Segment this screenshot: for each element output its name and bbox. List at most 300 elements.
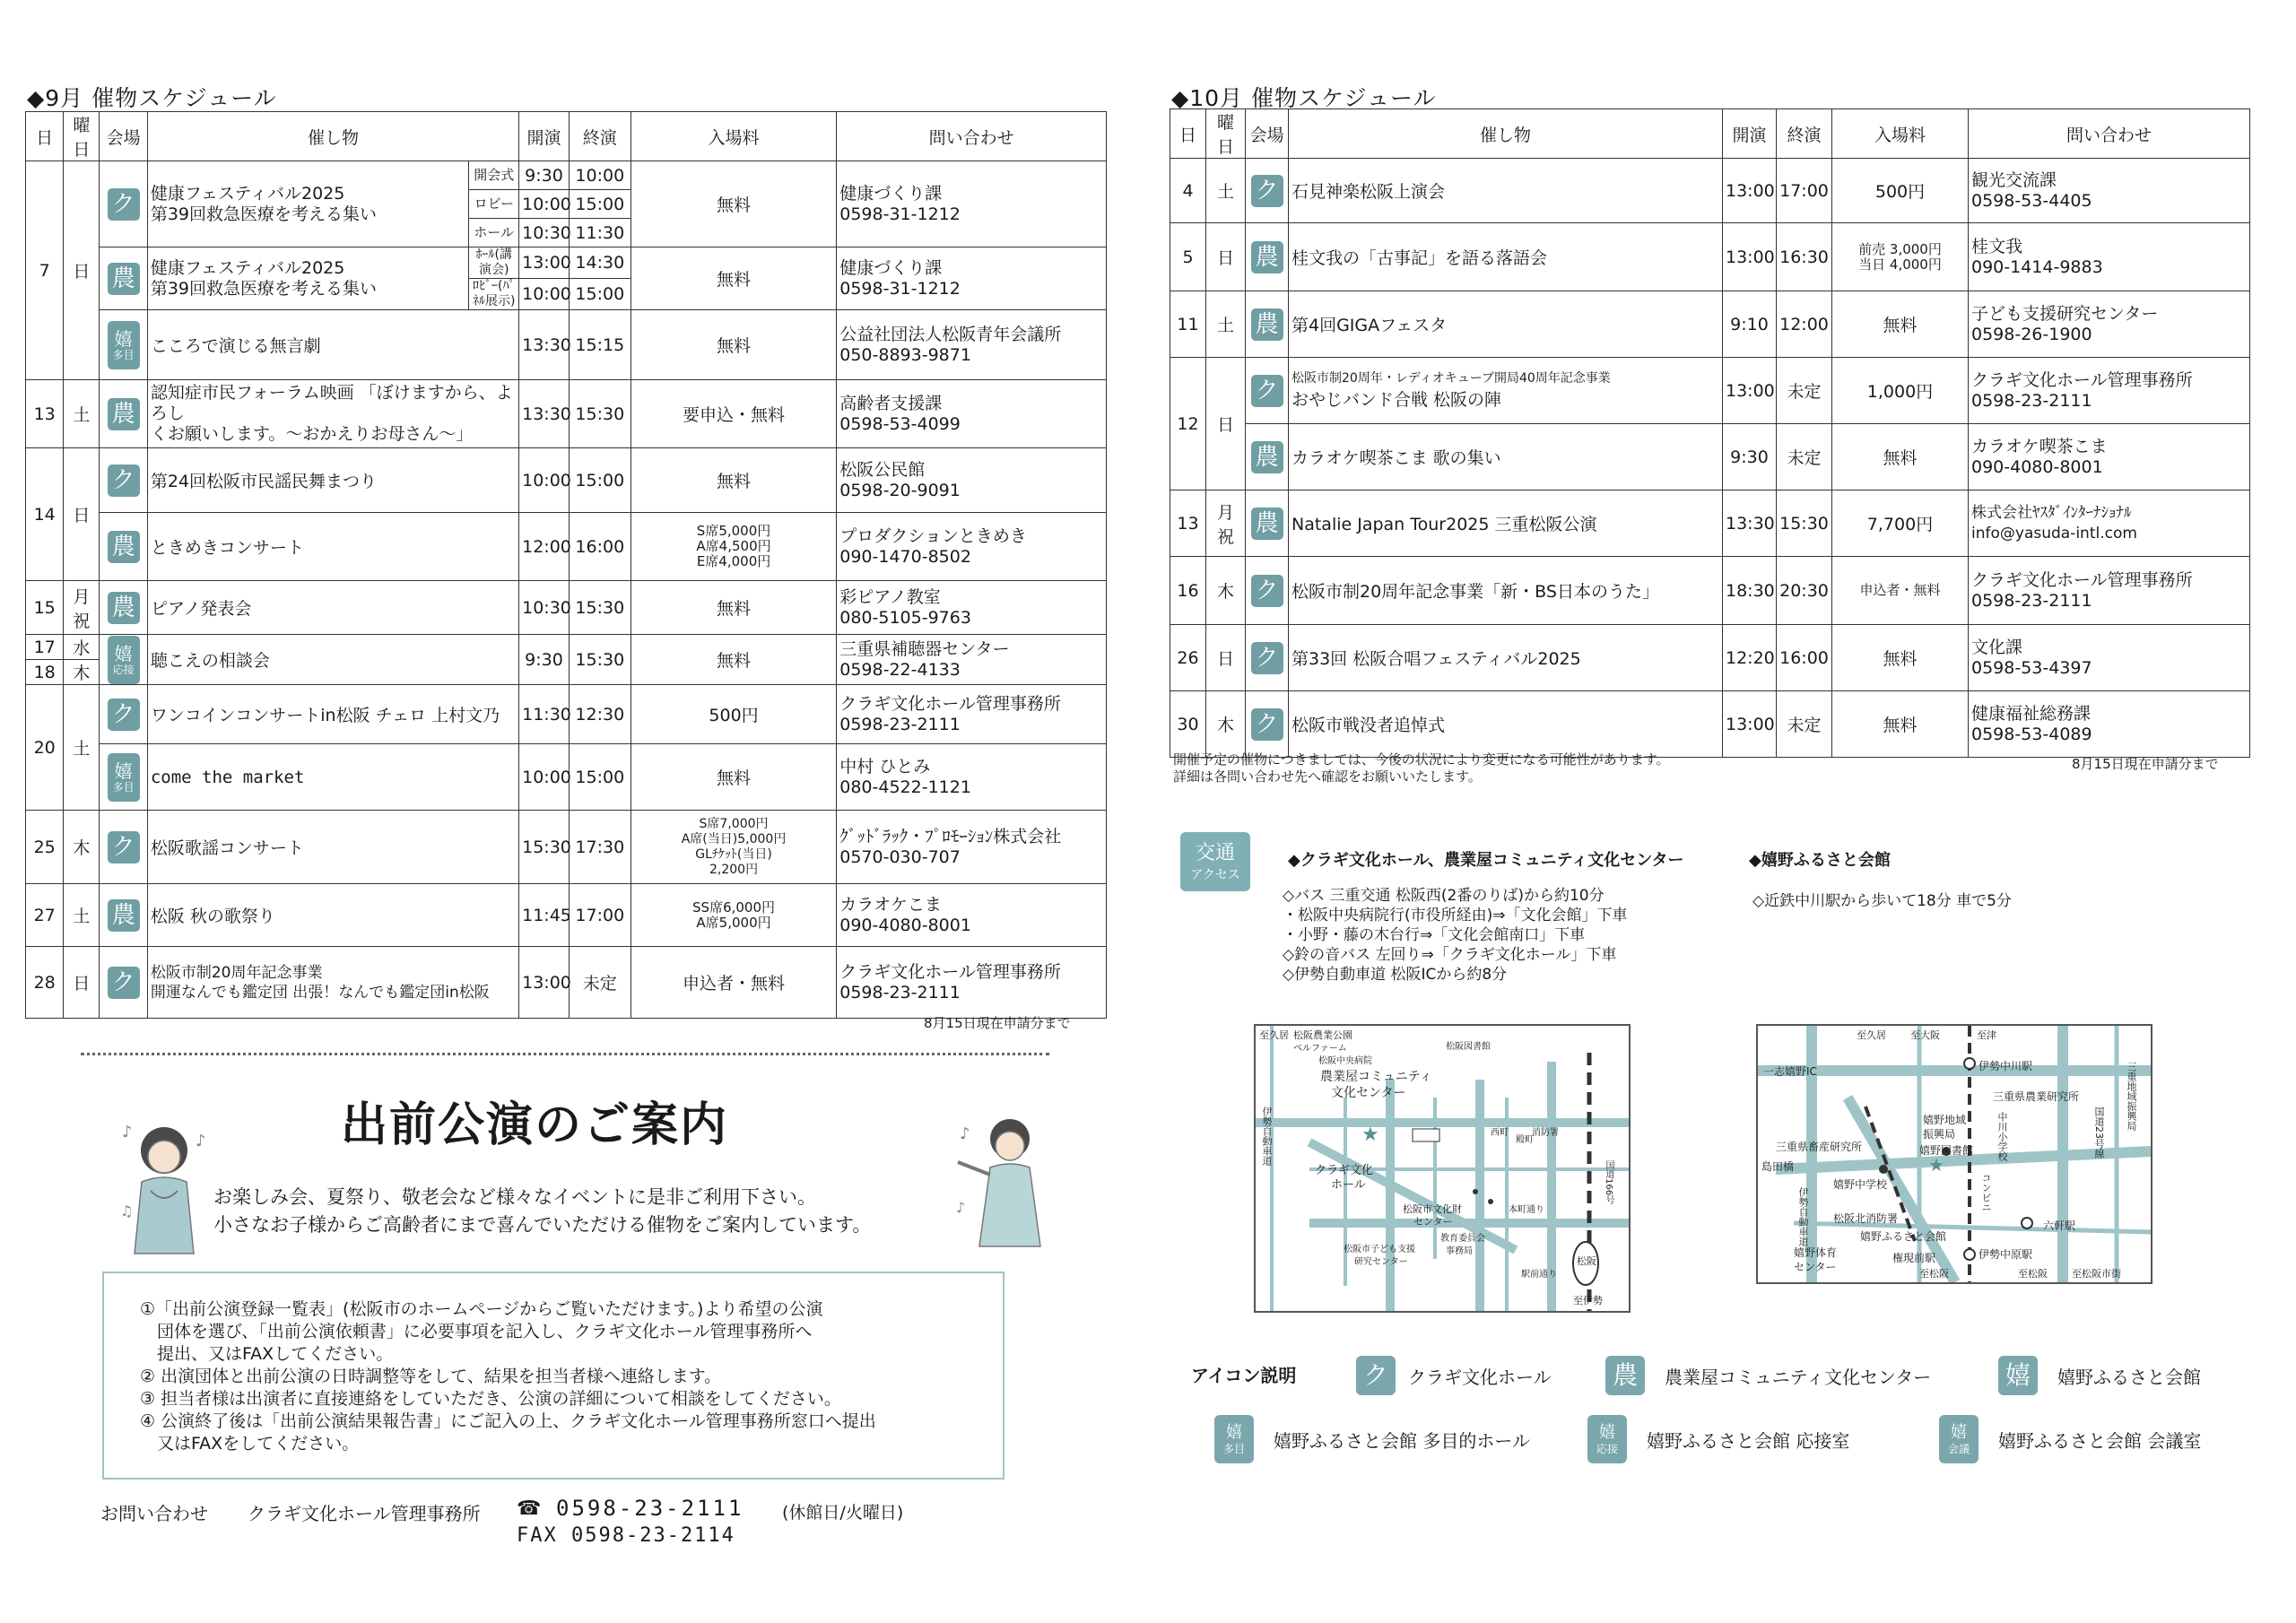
map-label: 松阪市文化財 (1403, 1203, 1462, 1215)
dow-cell: 土 (64, 380, 100, 448)
fee-cell: 申込者・無料 (1832, 557, 1969, 625)
end-cell: 12:00 (1777, 291, 1832, 358)
table-row (1170, 625, 2250, 691)
table-row (1170, 424, 2250, 490)
dow-cell: 日 (64, 947, 100, 1019)
step-item: ④ 公演終了後は「出前公演結果報告書」にご記入の上、クラギ文化ホール管理事務所窓口へ提出 又はFAXをしてください。 (140, 1411, 876, 1454)
event-cell: カラオケ喫茶こま 歌の集い (1289, 424, 1723, 490)
contact-cell: クラギ文化ホール管理事務所 0598-23-2111 (1969, 557, 2250, 625)
end-cell: 15:00 (569, 744, 631, 811)
contact-cell: カラオケ喫茶こま 090-4080-8001 (1969, 424, 2250, 490)
start-cell: 11:30 (519, 685, 570, 744)
map-label: 嬉野図書館 (1919, 1144, 1974, 1157)
sub-label: ロビー (469, 190, 519, 219)
venue-cell (100, 161, 147, 247)
fee-cell: 要申込・無料 (631, 380, 836, 448)
start-cell: 10:00 (519, 744, 570, 811)
kuragi-icon: ク (108, 188, 140, 221)
map-label: 本町通り (1509, 1205, 1544, 1215)
svg-text:★: ★ (1928, 1154, 1944, 1176)
fee-cell: 500円 (1832, 159, 1969, 223)
legend-item (1605, 1356, 1931, 1395)
event-cell: Natalie Japan Tour2025 三重松阪公演 (1289, 490, 1723, 557)
start-cell: 18:30 (1723, 557, 1777, 625)
day-cell: 25 (26, 811, 64, 884)
map-label: 国道23号線 (2093, 1107, 2105, 1159)
step-item: ② 出演団体と出前公演の日時調整等をして、結果を担当者様へ連絡します。 (140, 1367, 722, 1386)
event-cell: 松阪歌謡コンサート (147, 811, 518, 884)
end-cell: 未定 (569, 947, 631, 1019)
nogyoya-icon: 農 (108, 263, 140, 295)
oct-header-row (1170, 109, 2250, 159)
start-cell: 10:00 (519, 448, 570, 513)
venue-cell (1246, 490, 1289, 557)
oct-note-1: 開催予定の催物につきましては、今後の状況により変更になる可能性があります。 (1173, 751, 1670, 768)
end-cell: 20:30 (1777, 557, 1832, 625)
end-cell: 16:00 (1777, 625, 1832, 691)
legend-item (1939, 1415, 2201, 1463)
step-item: ③ 担当者様は出演者に直接連絡をしていただき、公演の詳細について相談をしてください。 (140, 1389, 841, 1409)
tel-number: 0598-23-2111 (556, 1496, 744, 1521)
start-cell: 10:00 (519, 190, 570, 219)
col-day: 日 (26, 112, 64, 161)
legend-item (1587, 1415, 1849, 1463)
nogyoya-icon: 農 (1605, 1356, 1645, 1395)
fee-cell: 無料 (1832, 424, 1969, 490)
map-label: 国道166号 (1604, 1160, 1613, 1205)
event-cell: 松阪 秋の歌祭り (147, 884, 518, 947)
map-label: 至松阪 (2018, 1268, 2048, 1280)
map-label: 松阪市子ども支援 (1344, 1245, 1415, 1254)
fee-cell: 無料 (631, 310, 836, 380)
day-cell: 20 (26, 685, 64, 811)
day-cell: 7 (26, 161, 64, 380)
map-label: 嬉野中学校 (1833, 1178, 1888, 1191)
event-cell: 健康フェスティバル2025 第39回救急医療を考える集い (147, 247, 469, 310)
day-cell: 27 (26, 884, 64, 947)
start-cell: 13:30 (519, 310, 570, 380)
table-row (26, 884, 1107, 947)
venue-cell (100, 744, 147, 811)
intro-line: お楽しみ会、夏祭り、敬老会など様々なイベントに是非ご利用下さい。 (213, 1186, 816, 1208)
map-label: 中川小学校 (1996, 1112, 2008, 1161)
svg-text:♪: ♪ (956, 1199, 966, 1216)
contact-cell: 健康福祉総務課 0598-53-4089 (1969, 691, 2250, 758)
contact-cell: クラギ文化ホール管理事務所 0598-23-2111 (837, 947, 1107, 1019)
map-label: 至津 (1977, 1029, 1996, 1041)
svg-text:♪: ♪ (196, 1132, 206, 1150)
contact-cell: ｸﾞｯﾄﾞﾗｯｸ・ﾌﾟﾛﾓｰｼｮﾝ株式会社 0570-030-707 (837, 811, 1107, 884)
contact-cell: 桂文我 090-1414-9883 (1969, 223, 2250, 291)
map-label: 嬉野体育 (1794, 1246, 1838, 1259)
demae-title: 出前公演のご案内 (341, 1098, 729, 1152)
end-cell: 15:00 (569, 448, 631, 513)
event-cell: 第24回松阪市民謡民舞まつり (147, 448, 518, 513)
day-cell: 13 (26, 380, 64, 448)
venue-cell (1246, 291, 1289, 358)
start-cell: 12:20 (1723, 625, 1777, 691)
end-cell: 17:00 (1777, 159, 1832, 223)
col-end: 終演 (569, 112, 631, 161)
sub-label: ホール (469, 219, 519, 247)
map-kuragi (1254, 1024, 1631, 1313)
day-cell: 30 (1170, 691, 1206, 758)
access-badge (1180, 832, 1250, 891)
table-row (26, 247, 1107, 279)
day-cell: 4 (1170, 159, 1206, 223)
dow-cell: 土 (1206, 291, 1246, 358)
col-end: 終演 (1777, 109, 1832, 159)
map-ureshino (1756, 1024, 2152, 1284)
map-label: 三重地域振興局 (2126, 1062, 2137, 1131)
venue-cell (1246, 424, 1289, 490)
contact-cell: カラオケこま 090-4080-8001 (837, 884, 1107, 947)
oct-note-right: 8月15日現在申請分まで (2072, 756, 2219, 772)
start-cell: 9:30 (519, 161, 570, 190)
table-row (26, 685, 1107, 744)
venue-cell (100, 247, 147, 310)
event-cell: come the market (147, 744, 518, 811)
nogyoya-icon: 農 (108, 592, 140, 624)
map-label: 農業屋コミュニティ (1320, 1070, 1432, 1084)
fee-cell: 7,700円 (1832, 490, 1969, 557)
map-label: 嬉野ふるさと会館 (1860, 1230, 1947, 1243)
svg-text:♪: ♪ (122, 1123, 133, 1141)
sep-title: ◆9月 催物スケジュール (27, 85, 277, 111)
start-cell: 13:00 (519, 247, 570, 279)
map-label: 松阪 (1577, 1255, 1596, 1267)
legend-title: アイコン説明 (1191, 1365, 1297, 1386)
venue-cell (100, 685, 147, 744)
dow-cell: 木 (1206, 557, 1246, 625)
event-cell: ときめきコンサート (147, 513, 518, 581)
table-row (26, 380, 1107, 448)
map-label: 至久居 (1857, 1029, 1886, 1041)
dow-cell: 日 (64, 161, 100, 380)
dow-cell: 月祝 (1206, 490, 1246, 557)
contact-cell: 株式会社ﾔｽﾀﾞｲﾝﾀｰﾅｼｮﾅﾙ info@yasuda-intl.com (1969, 490, 2250, 557)
table-row (26, 811, 1107, 884)
map-label: 伊勢中川駅 (1979, 1060, 2033, 1072)
event-cell: 桂文我の「古事記」を語る落語会 (1289, 223, 1723, 291)
nogyoya-icon: 農 (108, 531, 140, 563)
intro-line: 小さなお子様からご高齢者にまで喜んでいただける催物をご案内しています。 (213, 1214, 872, 1236)
start-cell: 13:00 (519, 947, 570, 1019)
col-dow: 曜日 (1206, 109, 1246, 159)
venue-cell (100, 448, 147, 513)
end-cell: 未定 (1777, 424, 1832, 490)
venue-cell (100, 310, 147, 380)
svg-text:♫: ♫ (120, 1202, 134, 1219)
map-label: 至松阪市街 (2072, 1268, 2121, 1280)
event-title: おやじバンド合戦 松阪の陣 (1292, 389, 1502, 410)
ureshino-tamokuteki-icon: 嬉 多目 (108, 753, 140, 802)
dow-cell: 日 (64, 448, 100, 581)
end-cell: 15:15 (569, 310, 631, 380)
day-cell: 16 (1170, 557, 1206, 625)
col-venue: 会場 (1246, 109, 1289, 159)
col-contact: 問い合わせ (837, 112, 1107, 161)
contact-cell: 公益社団法人松阪青年会議所 050-8893-9871 (837, 310, 1107, 380)
end-cell: 16:30 (1777, 223, 1832, 291)
map-label: 西町 (1491, 1128, 1509, 1138)
event-cell: 松阪市戦没者追悼式 (1289, 691, 1723, 758)
access-line: ◇伊勢自動車道 松阪ICから約8分 (1283, 966, 1508, 984)
dow-cell: 土 (1206, 159, 1246, 223)
start-cell: 15:30 (519, 811, 570, 884)
end-cell: 17:00 (569, 884, 631, 947)
map-label: 六軒駅 (2043, 1219, 2076, 1232)
legend-label: クラギ文化ホール (1408, 1366, 1552, 1388)
col-venue: 会場 (100, 112, 147, 161)
sep-schedule-table (25, 111, 1107, 1019)
ureshino-reception-icon: 嬉 応接 (108, 636, 140, 684)
fee-cell: 無料 (631, 247, 836, 310)
map-label: 伊勢自動車道 (1261, 1107, 1273, 1166)
start-cell: 9:30 (1723, 424, 1777, 490)
legend-item (1356, 1356, 1552, 1395)
end-cell: 15:30 (569, 581, 631, 635)
contact-label: お問い合わせ (100, 1503, 208, 1524)
end-cell: 11:30 (569, 219, 631, 247)
map-label: 至大阪 (1910, 1029, 1940, 1041)
access-head-right: ◆嬉野ふるさと会館 (1749, 851, 1891, 870)
ureshino-icon: 嬉 (1998, 1356, 2038, 1395)
day-cell: 15 (26, 581, 64, 635)
venue-cell (100, 635, 147, 685)
fee-cell: 無料 (631, 161, 836, 247)
map-label: センター (1413, 1216, 1453, 1228)
demae-intro (213, 1184, 871, 1239)
day-cell: 5 (1170, 223, 1206, 291)
nogyoya-icon: 農 (1251, 241, 1283, 273)
map-label: 三重県農業研究所 (1993, 1090, 2080, 1103)
start-cell: 9:30 (519, 635, 570, 685)
step-item: ①「出前公演登録一覧表」(松阪市のホームページからご覧いただけます。)より希望の公演 団体を選び、「出前公演依頼書」に必要事項を記入し、クラギ文化ホール管理事務所へ 提出、又はFAXしてください。 (140, 1299, 823, 1364)
venue-cell (100, 947, 147, 1019)
kuragi-icon: ク (1251, 575, 1283, 607)
map-label: 一志嬉野IC (1763, 1065, 1817, 1078)
venue-cell (1246, 691, 1289, 758)
day-cell: 13 (1170, 490, 1206, 557)
end-cell: 14:30 (569, 247, 631, 279)
map-label: コンビニ (1980, 1173, 1992, 1212)
col-event: 催し物 (147, 112, 518, 161)
end-cell: 12:30 (569, 685, 631, 744)
map-label: 事務局 (1446, 1246, 1473, 1256)
legend-label: 農業屋コミュニティ文化センター (1665, 1366, 1932, 1388)
end-cell: 10:00 (569, 161, 631, 190)
venue-cell (100, 884, 147, 947)
map-label: 松阪中央病院 (1318, 1056, 1372, 1066)
end-cell: 16:00 (569, 513, 631, 581)
fee-cell: 500円 (631, 685, 836, 744)
end-cell: 未定 (1777, 691, 1832, 758)
dow-cell: 日 (1206, 223, 1246, 291)
start-cell: 11:45 (519, 884, 570, 947)
table-row (1170, 223, 2250, 291)
dow-cell: 土 (64, 685, 100, 811)
contact-cell: 三重県補聴器センター 0598-22-4133 (837, 635, 1107, 685)
venue-cell (1246, 159, 1289, 223)
map-label: 研究センター (1354, 1257, 1408, 1267)
access-right-line: ◇近鉄中川駅から歩いて18分 車で5分 (1752, 892, 2012, 910)
nogyoya-icon: 農 (108, 398, 140, 430)
start-cell: 10:00 (519, 279, 570, 310)
contact-org: クラギ文化ホール管理事務所 (248, 1503, 481, 1524)
event-cell: こころで演じる無言劇 (147, 310, 518, 380)
sep-note: 8月15日現在申請分まで (924, 1015, 1071, 1031)
day-cell: 17 (26, 635, 64, 660)
contact-cell: 高齢者支援課 0598-53-4099 (837, 380, 1107, 448)
fee-cell: 無料 (1832, 625, 1969, 691)
ureshino-tamokuteki-icon: 嬉 多目 (108, 321, 140, 369)
map-label: ベルファーム (1293, 1044, 1347, 1054)
map-label: 権現前駅 (1892, 1252, 1936, 1264)
start-cell: 13:00 (1723, 159, 1777, 223)
day-cell: 28 (26, 947, 64, 1019)
event-cell: ワンコインコンサートin松阪 チェロ 上村文乃 (147, 685, 518, 744)
event-cell: 認知症市民フォーラム映画 「ぼけますから、よろし くお願いします。～おかえりお母さん～」 (147, 380, 518, 448)
kuragi-icon: ク (1251, 708, 1283, 741)
map-label: 松阪北消防署 (1833, 1212, 1899, 1225)
girl-illustration (115, 1119, 213, 1263)
start-cell: 13:30 (519, 380, 570, 448)
event-cell: 第33回 松阪合唱フェスティバル2025 (1289, 625, 1723, 691)
event-cell: 松阪市制20周年記念事業「新・BS日本のうた」 (1289, 557, 1723, 625)
kuragi-icon: ク (1356, 1356, 1396, 1395)
col-fee: 入場料 (1832, 109, 1969, 159)
end-cell: 15:30 (569, 635, 631, 685)
access-line: ◇鈴の音バス 左回り⇒「クラギ文化ホール」下車 (1283, 946, 1617, 964)
access-head-left: ◆クラギ文化ホール、農業屋コミュニティ文化センター (1288, 851, 1684, 870)
dow-cell: 月祝 (64, 581, 100, 635)
end-cell: 17:30 (569, 811, 631, 884)
fax-number: FAX 0598-23-2114 (517, 1524, 735, 1547)
map-label: ホール (1331, 1178, 1366, 1192)
dow-cell: 木 (64, 811, 100, 884)
oct-schedule-table (1170, 108, 2250, 758)
venue-cell (1246, 625, 1289, 691)
contact-cell: 松阪公民館 0598-20-9091 (837, 448, 1107, 513)
col-start: 開演 (519, 112, 570, 161)
map-label: 嬉野地域 (1923, 1114, 1967, 1126)
contact-cell: クラギ文化ホール管理事務所 0598-23-2111 (837, 685, 1107, 744)
access-badge-title: 交通 (1195, 842, 1235, 864)
map-label: 振興局 (1923, 1128, 1956, 1141)
end-cell: 未定 (1777, 358, 1832, 424)
contact-cell: 子ども支援研究センター 0598-26-1900 (1969, 291, 2250, 358)
access-line: ・小野・藤の木台行⇒「文化会館南口」下車 (1283, 926, 1586, 944)
contact-cell: 健康づくり課 0598-31-1212 (837, 247, 1107, 310)
svg-text:♪: ♪ (960, 1124, 970, 1143)
venue-cell (1246, 223, 1289, 291)
day-cell: 11 (1170, 291, 1206, 358)
dow-cell: 水 (64, 635, 100, 660)
venue-cell (1246, 557, 1289, 625)
contact-cell: クラギ文化ホール管理事務所 0598-23-2111 (1969, 358, 2250, 424)
legend-item (1214, 1415, 1530, 1463)
start-cell: 13:00 (1723, 223, 1777, 291)
phone-icon: ☎ (517, 1497, 542, 1520)
dow-cell: 木 (64, 660, 100, 685)
table-row (1170, 159, 2250, 223)
table-row (26, 744, 1107, 811)
venue-cell (1246, 358, 1289, 424)
kuragi-icon: ク (108, 464, 140, 497)
kuragi-icon: ク (1251, 642, 1283, 674)
contact-cell: 観光交流課 0598-53-4405 (1969, 159, 2250, 223)
event-subtitle: 松阪市制20周年・レディオキューブ開局40周年記念事業 (1292, 370, 1611, 386)
table-row (26, 310, 1107, 380)
event-cell: 聴こえの相談会 (147, 635, 518, 685)
venue-cell (100, 811, 147, 884)
event-cell: ピアノ発表会 (147, 581, 518, 635)
map-label: 伊勢自動車道 (1797, 1187, 1809, 1246)
start-cell: 9:10 (1723, 291, 1777, 358)
kuragi-icon: ク (1251, 375, 1283, 407)
oct-note-2: 詳細は各問い合わせ先へ確認をお願いいたします。 (1173, 768, 1482, 785)
fee-cell: 無料 (631, 581, 836, 635)
fee-cell: 申込者・無料 (631, 947, 836, 1019)
access-badge-sub: アクセス (1190, 868, 1240, 882)
map-label: 伊勢中原駅 (1979, 1248, 2033, 1261)
svg-text:★: ★ (1361, 1124, 1379, 1146)
sub-label: 開会式 (469, 161, 519, 190)
sub-label: ﾎｰﾙ(講演会) (469, 247, 519, 279)
divider (81, 1053, 1049, 1055)
fee-cell: 前売 3,000円 当日 4,000円 (1832, 223, 1969, 291)
legend-label: 嬉野ふるさと会館 多目的ホール (1274, 1429, 1530, 1452)
fee-cell: 1,000円 (1832, 358, 1969, 424)
event-cell (1289, 358, 1723, 424)
end-cell: 15:00 (569, 190, 631, 219)
event-cell: 松阪市制20周年記念事業 開運なんでも鑑定団 出張！なんでも鑑定団in松阪 (147, 947, 518, 1019)
holiday-note: (休館日/火曜日) (782, 1503, 904, 1523)
table-row (1170, 358, 2250, 424)
demae-steps-box (102, 1271, 1004, 1480)
contact-cell: プロダクションときめき 090-1470-8502 (837, 513, 1107, 581)
access-lines (1283, 886, 1628, 985)
col-event: 催し物 (1289, 109, 1723, 159)
start-cell: 12:00 (519, 513, 570, 581)
table-row (26, 635, 1107, 660)
ureshino-reception-icon: 嬉 応接 (1587, 1415, 1627, 1463)
end-cell: 15:30 (1777, 490, 1832, 557)
map-label: 至伊勢 (1573, 1295, 1603, 1306)
col-start: 開演 (1723, 109, 1777, 159)
start-cell: 10:30 (519, 581, 570, 635)
day-cell: 26 (1170, 625, 1206, 691)
kuragi-icon: ク (108, 967, 140, 999)
fee-cell: S席7,000円 A席(当日)5,000円 GLﾁｹｯﾄ(当日) 2,200円 (631, 811, 836, 884)
day-cell: 12 (1170, 358, 1206, 490)
end-cell: 15:00 (569, 279, 631, 310)
col-dow: 曜日 (64, 112, 100, 161)
table-row (26, 448, 1107, 513)
map-label: 松阪図書館 (1446, 1042, 1491, 1052)
dow-cell: 土 (64, 884, 100, 947)
contact-cell: 健康づくり課 0598-31-1212 (837, 161, 1107, 247)
map-label: センター (1794, 1261, 1837, 1273)
fee-cell: 無料 (631, 635, 836, 685)
venue-cell (100, 581, 147, 635)
kuragi-icon: ク (108, 831, 140, 864)
table-row (26, 513, 1107, 581)
table-row (1170, 691, 2250, 758)
map-label: 松阪農業公園 (1293, 1029, 1352, 1041)
legend-label: 嬉野ふるさと会館 応接室 (1647, 1429, 1850, 1452)
